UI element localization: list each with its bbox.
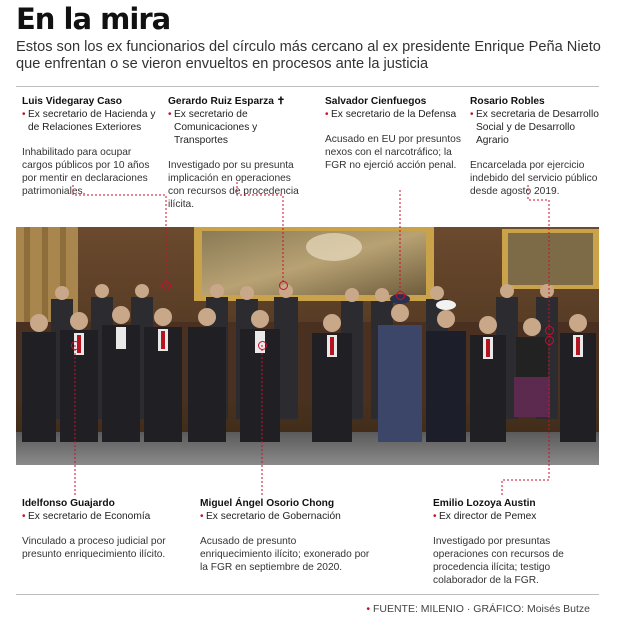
marker-guajardo [71,341,80,350]
profile-name: Gerardo Ruiz Esparza ✝ [168,96,286,107]
bullet-icon: • [168,109,172,120]
group-photo [16,227,599,465]
footer-divider [16,594,599,595]
profile-videgaray [22,95,162,198]
bullet-icon: • [470,109,474,120]
marker-osorio-chong [258,341,267,350]
profile-role: • Ex secretario de Gobernación [200,511,341,522]
marker-ruiz-esparza [279,281,288,290]
marker-robles [545,326,554,335]
profile-role: • Ex secretario de Comunicaciones y Transportes [168,109,258,146]
bullet-icon: • [200,511,204,522]
profile-description: Acusado de presunto enriquecimiento ilícito; exonerado por la FGR en septiembre de 2020. [200,536,370,573]
profile-role: • Ex director de Pemex [433,511,537,522]
source-credit [366,603,590,615]
profile-role: • Ex secretario de Economía [22,511,151,522]
bullet-icon: • [433,511,437,522]
header-divider [16,86,599,87]
profile-ruiz-esparza [168,95,306,211]
profile-name: Luis Videgaray Caso [22,96,123,107]
profile-description: Vinculado a proceso judicial por presunto enriquecimiento ilícito. [22,536,166,560]
marker-lozoya [545,336,554,345]
profile-description: Investigado por su presunta implicación en operaciones con recursos de procedencia ilícita. [168,160,299,210]
profile-description: Investigado por presuntas operaciones con recursos de procedencia ilícita; testigo colaborador de la FGR. [433,536,564,586]
page-subtitle: Estos son los ex funcionarios del círculo más cercano al ex presidente Enrique Peña Nieto que enfrentan o se vieron envueltos en procesos ante la justicia [16,39,601,72]
profile-role: • Ex secretario de Hacienda y de Relaciones Exteriores [22,109,156,133]
profile-description: Encarcelada por ejercicio indebido del servicio público desde agosto 2019. [470,160,598,197]
footer-bullet: • [366,603,371,615]
profile-name: Emilio Lozoya Austin [433,498,536,509]
bullet-icon: • [22,511,26,522]
profile-robles [470,95,605,198]
marker-videgaray [162,281,171,290]
profile-guajardo [22,497,172,561]
profile-description: Acusado en EU por presuntos nexos con el narcotráfico; la FGR no ejerció acción penal. [325,134,461,171]
profile-role: • Ex secretaria de Desarrollo Social y de Desarrollo Agrario [470,109,599,146]
profile-lozoya [433,497,603,587]
profile-name: Salvador Cienfuegos [325,96,427,107]
profile-name: Idelfonso Guajardo [22,498,115,509]
profile-description: Inhabilitado para ocupar cargos públicos por 10 años por mentir en declaraciones patrimoniales. [22,147,150,197]
bullet-icon: • [325,109,329,120]
group-photo-illustration [16,227,599,465]
profile-role: • Ex secretario de la Defensa [325,109,457,120]
marker-cienfuegos [396,291,405,300]
profile-name: Rosario Robles [470,96,545,107]
footer-text: FUENTE: MILENIO · GRÁFICO: Moisés Butze [372,603,590,615]
profile-name: Miguel Ángel Osorio Chong [200,498,335,509]
bullet-icon: • [22,109,26,120]
profile-osorio-chong [200,497,370,574]
profile-cienfuegos [325,95,465,172]
page-title: En la mira [16,2,171,36]
